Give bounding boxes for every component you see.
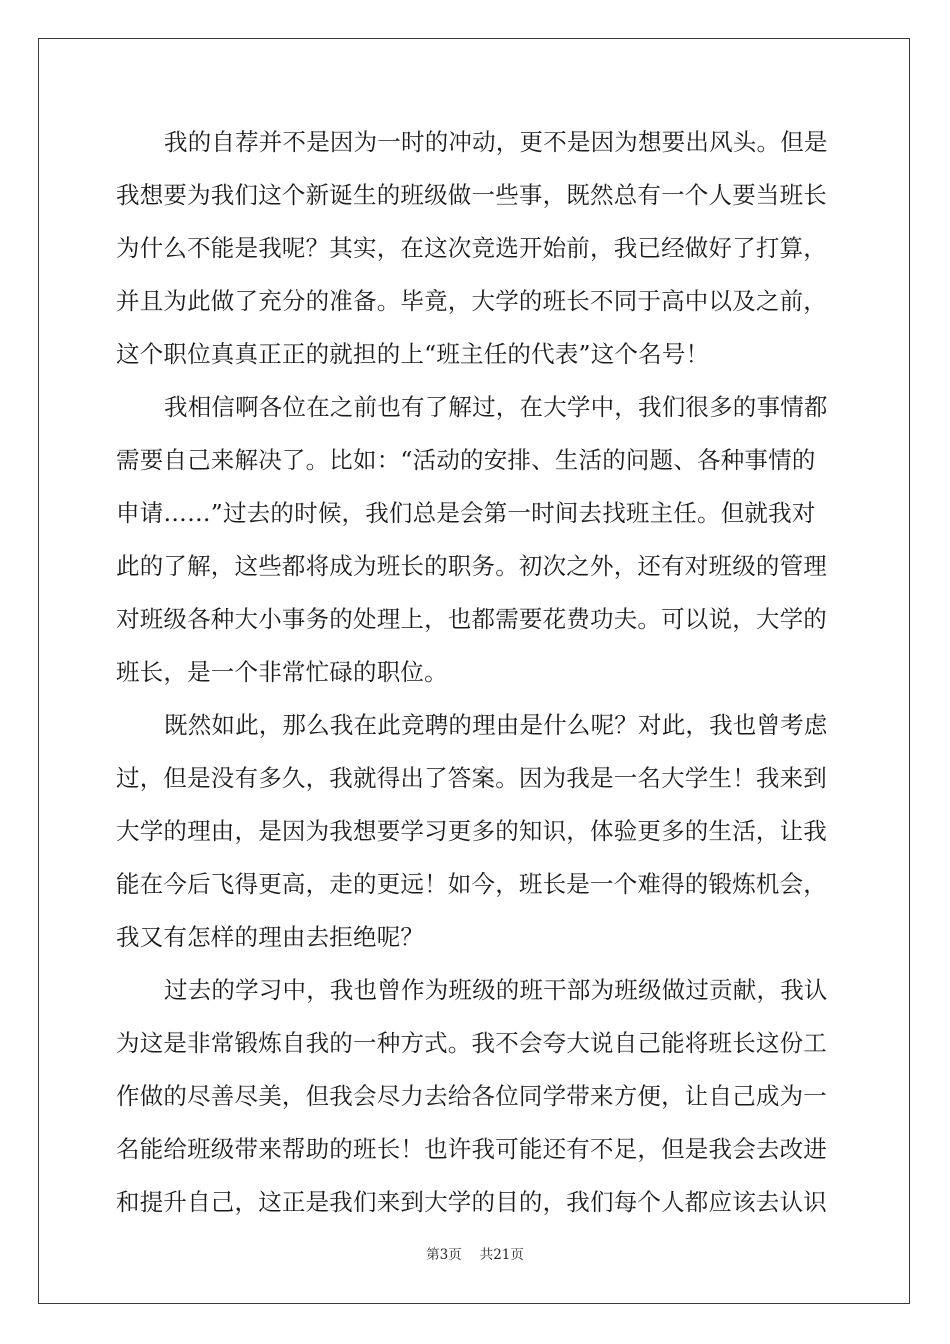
text-line: 和提升自己，这正是我们来到大学的目的，我们每个人都应该去认识 <box>116 1188 827 1216</box>
text-line: 此的了解，这些都将成为班长的职务。初次之外，还有对班级的管理 <box>116 552 827 580</box>
page-number-total: 共21页 <box>479 1247 524 1263</box>
page-number-current: 第3页 <box>426 1247 462 1263</box>
text-line: 既然如此，那么我在此竞聘的理由是什么呢？对此，我也曾考虑 <box>164 711 828 739</box>
text-line: 需要自己来解决了。比如：“活动的安排、生活的问题、各种事情的 <box>116 446 816 474</box>
text-line: 并且为此做了充分的准备。毕竟，大学的班长不同于高中以及之前， <box>116 287 827 315</box>
text-line: 名能给班级带来帮助的班长！也许我可能还有不足，但是我会去改进 <box>116 1135 827 1163</box>
text-line: 为什么不能是我呢？其实，在这次竞选开始前，我已经做好了打算， <box>116 234 827 262</box>
text-line: 我相信啊各位在之前也有了解过，在大学中，我们很多的事情都 <box>164 393 828 421</box>
text-line: 大学的理由，是因为我想要学习更多的知识，体验更多的生活，让我 <box>116 817 827 845</box>
text-line: 班长，是一个非常忙碌的职位。 <box>116 658 448 686</box>
text-line: 我的自荐并不是因为一时的冲动，更不是因为想要出风头。但是 <box>164 128 828 156</box>
text-line: 对班级各种大小事务的处理上，也都需要花费功夫。可以说，大学的 <box>116 605 827 633</box>
text-line: 作做的尽善尽美，但我会尽力去给各位同学带来方便，让自己成为一 <box>116 1082 827 1110</box>
text-line: 这个职位真真正正的就担的上“班主任的代表”这个名号！ <box>116 340 710 368</box>
page-footer <box>0 1243 950 1263</box>
text-line: 申请……”过去的时候，我们总是会第一时间去找班主任。但就我对 <box>116 499 816 527</box>
text-line: 能在今后飞得更高，走的更远！如今，班长是一个难得的锻炼机会， <box>116 870 827 898</box>
text-line: 过，但是没有多久，我就得出了答案。因为我是一名大学生！我来到 <box>116 764 827 792</box>
text-line: 我又有怎样的理由去拒绝呢？ <box>116 923 425 951</box>
text-line: 过去的学习中，我也曾作为班级的班干部为班级做过贡献，我认 <box>164 976 828 1004</box>
text-line: 我想要为我们这个新诞生的班级做一些事，既然总有一个人要当班长 <box>116 181 827 209</box>
text-line: 为这是非常锻炼自我的一种方式。我不会夸大说自己能将班长这份工 <box>116 1029 827 1057</box>
